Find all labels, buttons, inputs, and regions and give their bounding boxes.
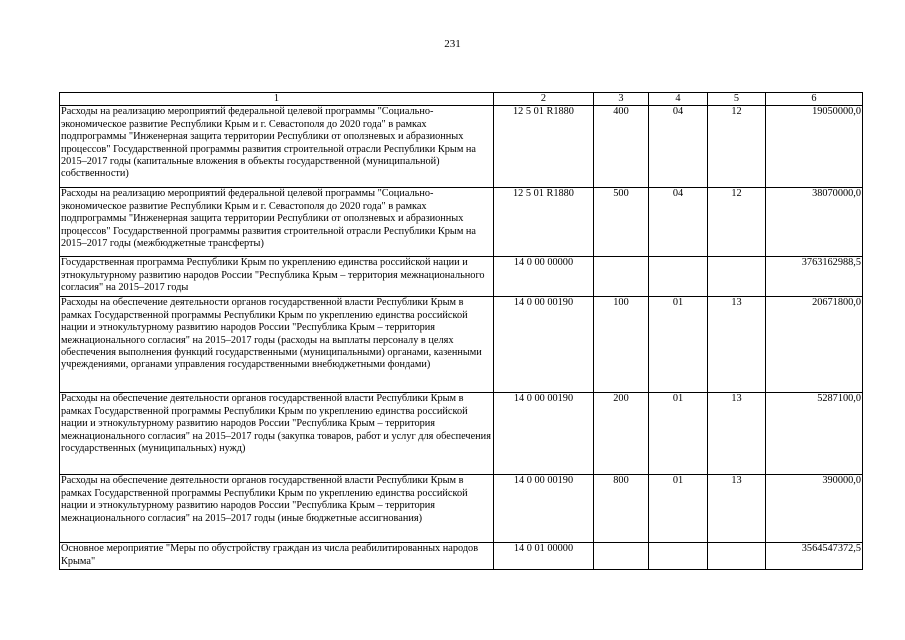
table-row bbox=[60, 106, 863, 188]
table-row bbox=[60, 475, 863, 543]
column-header: 5 bbox=[708, 93, 766, 106]
column-header: 6 bbox=[766, 93, 863, 106]
table-row bbox=[60, 393, 863, 475]
row-expense-type: 500 bbox=[594, 188, 649, 257]
column-header: 3 bbox=[594, 93, 649, 106]
row-target-code: 12 5 01 R1880 bbox=[494, 106, 594, 188]
row-amount: 19050000,0 bbox=[766, 106, 863, 188]
budget-table bbox=[59, 92, 863, 570]
page-number: 231 bbox=[444, 38, 461, 50]
row-amount: 390000,0 bbox=[766, 475, 863, 543]
row-section bbox=[649, 257, 708, 297]
row-subsection bbox=[708, 257, 766, 297]
row-description: Расходы на реализацию мероприятий федеральной целевой программы "Социально-экономическое развитие Республики Крым и г. Севастополя до 2020 года" в рамках подпрограммы "Инженерная защита территории Республики от оползневых и абразионных процессов" Государственной программы развития строительной отрасли Республики Крым на 2015–2017 годы (капитальные вложения в объекты государственной (муниципальной) собственности) bbox=[60, 106, 494, 188]
column-header: 2 bbox=[494, 93, 594, 106]
row-description: Государственная программа Республики Крым по укреплению единства российской нации и этнокультурному развитию народов России "Республика Крым – территория межнационального согласия" на 2015–2017 годы bbox=[60, 257, 494, 297]
row-description: Расходы на обеспечение деятельности органов государственной власти Республики Крым в рамках Государственной программы Республики Крым по укреплению единства российской нации и этнокультурному развитию народов России "Республика Крым – территория межнационального согласия" на 2015–2017 годы (иные бюджетные ассигнования) bbox=[60, 475, 494, 543]
row-description: Расходы на реализацию мероприятий федеральной целевой программы "Социально-экономическое развитие Республики Крым и г. Севастополя до 2020 года" в рамках подпрограммы "Инженерная защита территории Республики от оползневых и абразионных процессов" Государственной программы развития строительной отрасли Республики Крым на 2015–2017 годы (межбюджетные трансферты) bbox=[60, 188, 494, 257]
row-expense-type: 200 bbox=[594, 393, 649, 475]
row-target-code: 14 0 00 00000 bbox=[494, 257, 594, 297]
table-row bbox=[60, 188, 863, 257]
row-section: 01 bbox=[649, 393, 708, 475]
row-subsection: 12 bbox=[708, 106, 766, 188]
column-header: 4 bbox=[649, 93, 708, 106]
row-expense-type: 400 bbox=[594, 106, 649, 188]
row-expense-type: 800 bbox=[594, 475, 649, 543]
table-row bbox=[60, 543, 863, 570]
row-subsection: 12 bbox=[708, 188, 766, 257]
row-section: 01 bbox=[649, 297, 708, 393]
row-subsection: 13 bbox=[708, 393, 766, 475]
row-section: 01 bbox=[649, 475, 708, 543]
row-section: 04 bbox=[649, 106, 708, 188]
row-description: Расходы на обеспечение деятельности органов государственной власти Республики Крым в рамках Государственной программы Республики Крым по укреплению единства российской нации и этнокультурному развитию народов России "Республика Крым – территория межнационального согласия" на 2015–2017 годы (закупка товаров, работ и услуг для обеспечения государственных (муниципальных) нужд) bbox=[60, 393, 494, 475]
row-amount: 5287100,0 bbox=[766, 393, 863, 475]
row-expense-type bbox=[594, 257, 649, 297]
row-amount: 3564547372,5 bbox=[766, 543, 863, 570]
row-target-code: 14 0 00 00190 bbox=[494, 393, 594, 475]
table-header-row bbox=[60, 93, 863, 106]
table-row bbox=[60, 257, 863, 297]
row-target-code: 14 0 00 00190 bbox=[494, 297, 594, 393]
column-header: 1 bbox=[60, 93, 494, 106]
row-expense-type: 100 bbox=[594, 297, 649, 393]
row-subsection: 13 bbox=[708, 475, 766, 543]
row-section bbox=[649, 543, 708, 570]
row-description: Основное мероприятие "Меры по обустройству граждан из числа реабилитированных народов Крыма" bbox=[60, 543, 494, 570]
row-target-code: 14 0 01 00000 bbox=[494, 543, 594, 570]
row-subsection bbox=[708, 543, 766, 570]
row-section: 04 bbox=[649, 188, 708, 257]
row-description: Расходы на обеспечение деятельности органов государственной власти Республики Крым в рамках Государственной программы Республики Крым по укреплению единства российской нации и этнокультурному развитию народов России "Республика Крым – территория межнационального согласия" на 2015–2017 годы (расходы на выплаты персоналу в целях обеспечения выполнения функций государственными (муниципальными) органами, казенными учреждениями, органами управления государственными внебюджетными фондами) bbox=[60, 297, 494, 393]
row-amount: 20671800,0 bbox=[766, 297, 863, 393]
row-amount: 38070000,0 bbox=[766, 188, 863, 257]
row-expense-type bbox=[594, 543, 649, 570]
row-amount: 3763162988,5 bbox=[766, 257, 863, 297]
row-target-code: 14 0 00 00190 bbox=[494, 475, 594, 543]
table-row bbox=[60, 297, 863, 393]
row-target-code: 12 5 01 R1880 bbox=[494, 188, 594, 257]
row-subsection: 13 bbox=[708, 297, 766, 393]
